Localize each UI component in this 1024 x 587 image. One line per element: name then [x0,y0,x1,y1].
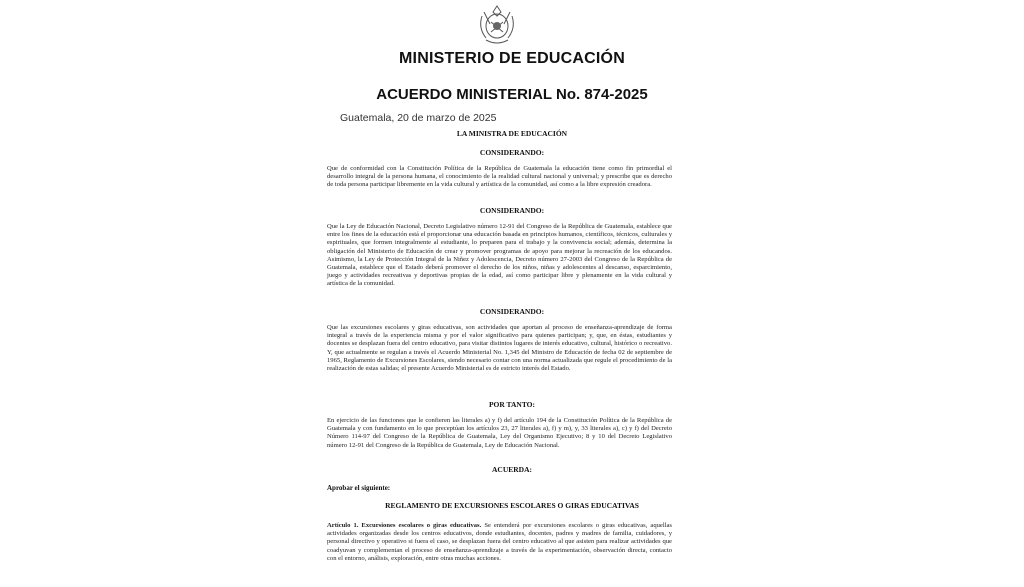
considerando-paragraph-3: Que las excursiones escolares y giras educativas, son actividades que aportan al proceso de enseñanza-aprendizaje de forma integral a través de la experiencia misma y por el valor significativo para quienes participan; y, que, en éstas, estudiantes y docentes se desplazan fuera del centro educativo, para visitar distintos lugares de interés educativo, cultural, histórico o recreativo. Y, que actualmente se regulan a través el Acuerdo Ministerial No. 1,345 del Ministro de Educación de fecha 02 de septiembre de 1965, Reglamento de Excursiones Escolares, siendo necesario contar con una norma actualizada que regule el procedimiento de la realización de estas salidas; el presente Acuerdo Ministerial es de estricto interés del Estado. [327,324,672,373]
place-date: Guatemala, 20 de marzo de 2025 [340,112,497,124]
article-1-label: Artículo 1. Excursiones escolares o giras educativas. [327,522,482,529]
por-tanto-paragraph: En ejercicio de las funciones que le confieren las literales a) y f) del artículo 194 de la Constitución Política de la República de Guatemala y con fundamento en lo que preceptúan los artículos 23, 27 literales a), f) y m), y, 33 literales a), c) y f) del Decreto Número 114-97 del Congreso de la República de Guatemala, Ley del Organismo Ejecutivo; 8 y 10 del Decreto Legislativo número 12-91 del Congreso de la República de Guatemala, Ley de Educación Nacional. [327,417,672,449]
ministry-title: MINISTERIO DE EDUCACIÓN [399,50,625,67]
acuerdo-number: ACUERDO MINISTERIAL No. 874-2025 [376,86,648,103]
por-tanto-heading: POR TANTO: [488,400,536,409]
coat-of-arms-icon [474,2,520,46]
article-1 [327,522,672,563]
reglamento-title: REGLAMENTO DE EXCURSIONES ESCOLARES O GIRAS EDUCATIVAS [385,501,639,510]
considerando-heading-1: CONSIDERANDO: [479,148,545,157]
aprobar-text: Aprobar el siguiente: [327,484,391,492]
minister-heading: LA MINISTRA DE EDUCACIÓN [456,129,568,138]
acuerda-heading: ACUERDA: [492,465,532,474]
considerando-heading-2: CONSIDERANDO: [479,206,545,215]
considerando-paragraph-1: Que de conformidad con la Constitución Política de la República de Guatemala la educación tiene como fin primordial el desarrollo integral de la persona humana, el conocimiento de la realidad cultural nacional y universal; y prescribe que es derecho de toda persona participar libremente en la vida cultural y artística de la comunidad, así como a la libre expresión creadora. [327,165,672,189]
considerando-heading-3: CONSIDERANDO: [479,307,545,316]
considerando-paragraph-2: Que la Ley de Educación Nacional, Decreto Legislativo número 12-91 del Congreso de la República de Guatemala, establece que entre los fines de la educación está el proporcionar una educación basada en principios humanos, científicos, técnicos, culturales y espirituales, que formen integralmente al estudiante, lo preparen para el trabajo y la convivencia social; además, determina la obligación del Ministerio de Educación de crear y promover programas de apoyo para mejorar la recreación de los educandos. Asimismo, la Ley de Protección Integral de la Niñez y Adolescencia, Decreto número 27-2003 del Congreso de la República de Guatemala, establece que el Estado deberá promover el derecho de los niños, niñas y adolescentes al descanso, esparcimiento, juego y actividades recreativas y deportivas propias de la edad, así como participar libre y plenamente en la vida cultural y artística de la comunidad. [327,223,672,288]
article-1-text: Se entenderá por excursiones escolares o giras educativas, aquellas actividades organizadas desde los centros educativos, donde estudiantes, docentes, padres y madres de familia, cuidadores, y personal directivo y operativo si fuera el caso, se desplazan fuera del centro educativo al que asisten para realizar actividades que coadyuvan y complementan el proceso de enseñanza-aprendizaje a través de la experimentación, observación directa, contacto con el entorno, análisis, exploración, entre otras muchas acciones. [327,522,672,562]
